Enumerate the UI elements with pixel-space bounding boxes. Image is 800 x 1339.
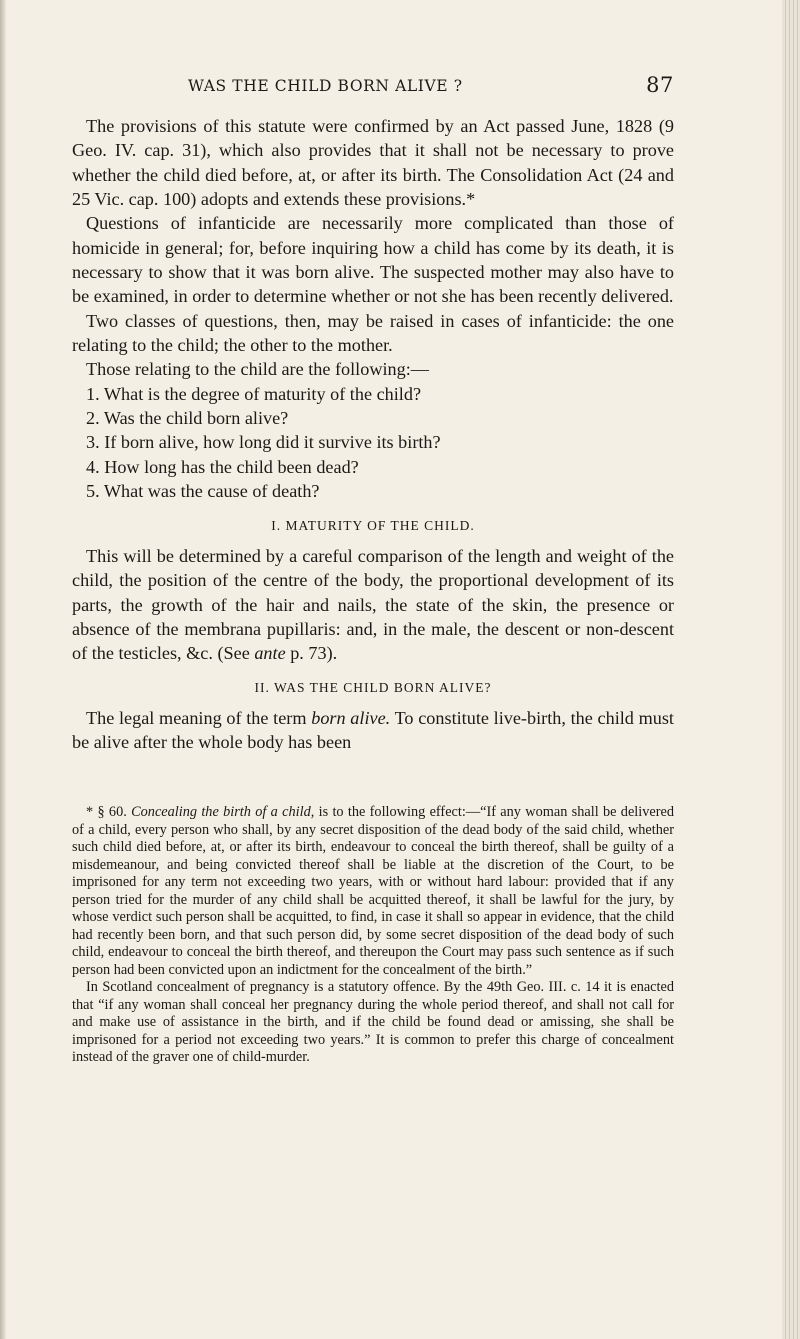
main-text: [72, 114, 674, 755]
page-number: 87: [646, 73, 674, 97]
italic-text: Concealing the birth of a child,: [131, 804, 315, 820]
list-item: 1. What is the degree of maturity of the child?: [86, 383, 422, 404]
paragraph: [72, 544, 674, 666]
paragraph: The provisions of this statute were confirmed by an Act passed June, 1828 (9 Geo. IV. cap. 31), which also provides that it shall not be necessary to prove whether the child died before, at, or after its birth. The Consolidation Act (24 and 25 Vic. cap. 100) adopts and extends these provisions.*: [72, 116, 674, 210]
list-item: 2. Was the child born alive?: [86, 408, 289, 429]
footnote: In Scotland concealment of pregnancy is a statutory offence. By the 49th Geo. III. c. 14 it is enacted that “if any woman shall conceal her pregnancy during the whole period thereof, and shall not call for and make use of assistance in the birth, and if the child be found dead or amissing, she shall be imprisoned for a period not exceeding two years.” It is common to prefer this charge of concealment instead of the graver one of child-murder.: [72, 979, 674, 1065]
page-binding-shadow: [0, 0, 6, 1339]
paragraph: [72, 706, 674, 755]
paragraph: Those relating to the child are the following:—: [86, 359, 429, 380]
italic-text: ante: [254, 643, 286, 664]
text-run: This will be determined by a careful comparison of the length and weight of the child, the position of the centre of the body, the proportional development of its parts, the growth of the hair and nails, the state of the skin, the presence or absence of the membrana pupillaris: and, in the male, the descent or non-descent of the testicles, &c. (See: [72, 545, 674, 664]
list-item: 5. What was the cause of death?: [86, 481, 320, 502]
paragraph: Questions of infanticide are necessarily more complicated than those of homicide in general; for, before inquiring how a child has come by its death, it is necessary to show that it was born alive. The suspected mother may also have to be examined, in order to determine whether or not she has been recently delivered.: [72, 213, 674, 307]
text-run: * § 60.: [86, 804, 132, 820]
paragraph: Two classes of questions, then, may be raised in cases of infanticide: the one relating to the child; the other to the mother.: [72, 310, 674, 356]
italic-text: born alive.: [311, 707, 391, 728]
text-run: p. 73).: [285, 643, 338, 664]
text-run: To constitute live-birth, the child must be alive after the whole body has been: [72, 707, 674, 753]
running-title: WAS THE CHILD BORN ALIVE ?: [188, 77, 463, 95]
footnotes: [72, 804, 674, 1067]
text-run: is to the following effect:—“If any woman shall be delivered of a child, every person who shall, by any secret disposition of the dead body of the said child, whether such child died before, at, or after its birth, endeavour to conceal the birth thereof, shall be guilty of a misdemeanour, and being convicted thereof shall be liable at the discretion of the Court, to be imprisoned for any term not exceeding two years, with or without hard labour: provided that if any person tried for the murder of any child shall be acquitted thereof, it shall be lawful for the jury, by whose verdict such person shall be acquitted, to find, in case it shall so appear in evidence, that the child had recently been born, and that such person did, by some secret disposition of the dead body of such child, endeavour to conceal the birth thereof, and thereupon the Court may pass such sentence as if such person had been convicted upon an indictment for the concealment of the birth.”: [72, 804, 674, 978]
text-run: The legal meaning of the term: [86, 707, 312, 728]
question-list: [72, 382, 674, 504]
list-item: 4. How long has the child been dead?: [86, 456, 359, 477]
page-fore-edge: [782, 0, 800, 1339]
section-heading: I. MATURITY OF THE CHILD.: [271, 517, 475, 533]
footnote: [72, 804, 674, 979]
page-header: [188, 73, 674, 97]
list-item: 3. If born alive, how long did it survive its birth?: [86, 432, 441, 453]
section-heading: II. WAS THE CHILD BORN ALIVE?: [254, 679, 492, 695]
